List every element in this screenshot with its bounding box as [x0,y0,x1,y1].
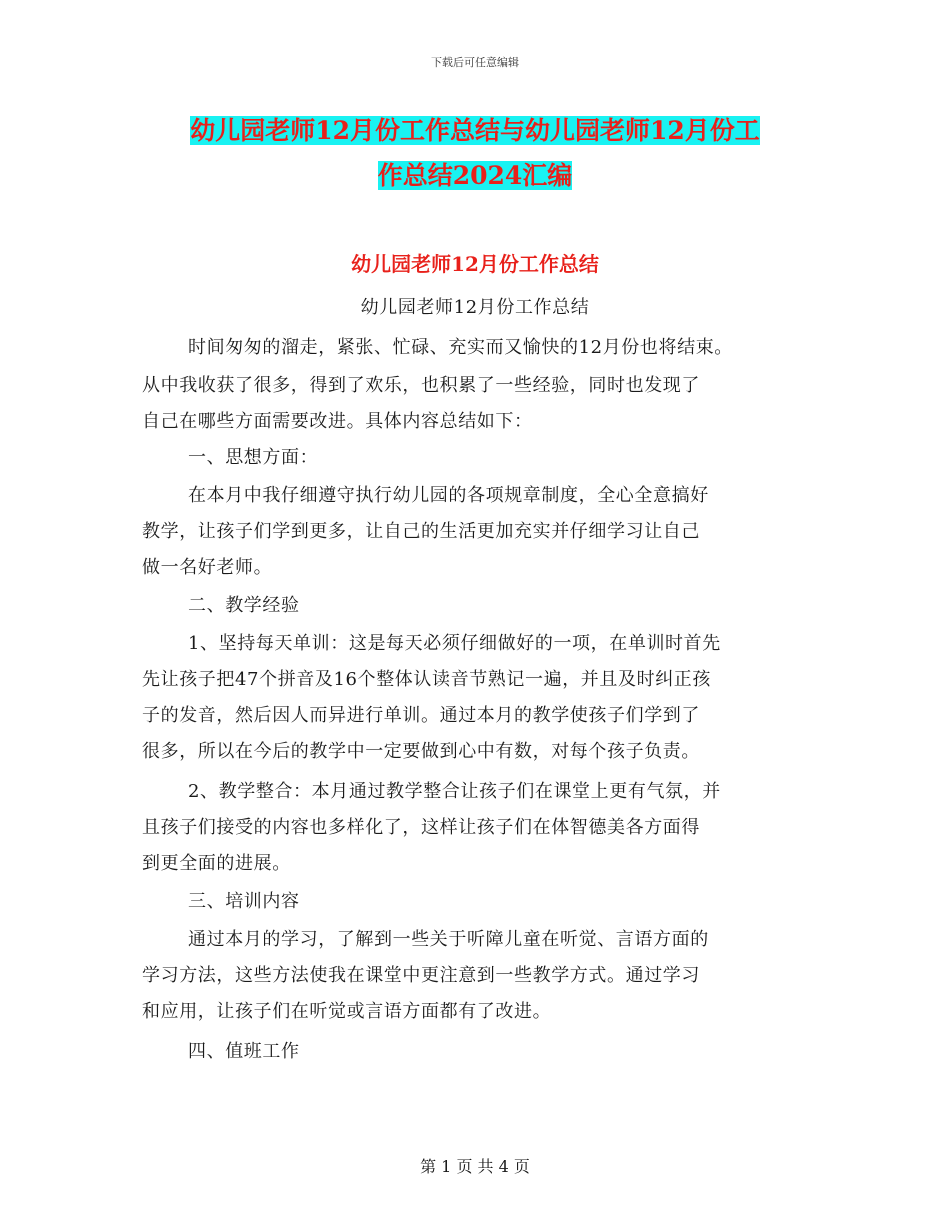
paragraph-line: 做一名好老师。 [142,557,273,578]
paragraph-line: 2、教学整合：本月通过教学整合让孩子们在课堂上更有气氛，并 [188,781,721,802]
paragraph-line: 学习方法，这些方法使我在课堂中更注意到一些教学方式。通过学习 [142,965,700,986]
heading-line: 四、值班工作 [188,1041,300,1062]
paragraph-line: 教学，让孩子们学到更多，让自己的生活更加充实并仔细学习让自己 [142,521,700,542]
heading-line: 二、教学经验 [188,595,300,616]
heading-line: 一、思想方面： [188,447,319,468]
paragraph-line: 和应用，让孩子们在听觉或言语方面都有了改进。 [142,1001,552,1022]
paragraph-line: 到更全面的进展。 [142,853,291,874]
subtitle-line: 幼儿园老师12月份工作总结 [360,297,590,318]
paragraph-line: 且孩子们接受的内容也多样化了，这样让孩子们在体智德美各方面得 [142,817,700,838]
paragraph-line: 通过本月的学习，了解到一些关于听障儿童在听觉、言语方面的 [188,929,709,950]
document-title-line-1: 幼儿园老师12月份工作总结与幼儿园老师12月份工 [190,116,760,145]
page-footer: 第 1 页 共 4 页 [420,1157,530,1176]
header-note: 下载后可任意编辑 [431,56,519,69]
paragraph-line: 1、坚持每天单训：这是每天必须仔细做好的一项，在单训时首先 [188,633,721,654]
document-title [0,108,950,198]
paragraph-line: 先让孩子把47个拼音及16个整体认读音节熟记一遍，并且及时纠正孩 [142,669,712,690]
paragraph-line: 子的发音，然后因人而异进行单训。通过本月的教学使孩子们学到了 [142,705,700,726]
paragraph-line: 在本月中我仔细遵守执行幼儿园的各项规章制度，全心全意搞好 [188,485,709,506]
heading-line: 三、培训内容 [188,891,300,912]
section-title: 幼儿园老师12月份工作总结 [351,252,599,276]
paragraph-line: 时间匆匆的溜走，紧张、忙碌、充实而又愉快的12月份也将结束。 [188,337,733,358]
paragraph-line: 从中我收获了很多，得到了欢乐，也积累了一些经验，同时也发现了 [142,375,700,396]
paragraph-line: 很多，所以在今后的教学中一定要做到心中有数，对每个孩子负责。 [142,741,700,762]
paragraph-line: 自己在哪些方面需要改进。具体内容总结如下： [142,411,533,432]
document-title-line-2: 作总结2024汇编 [377,161,573,190]
